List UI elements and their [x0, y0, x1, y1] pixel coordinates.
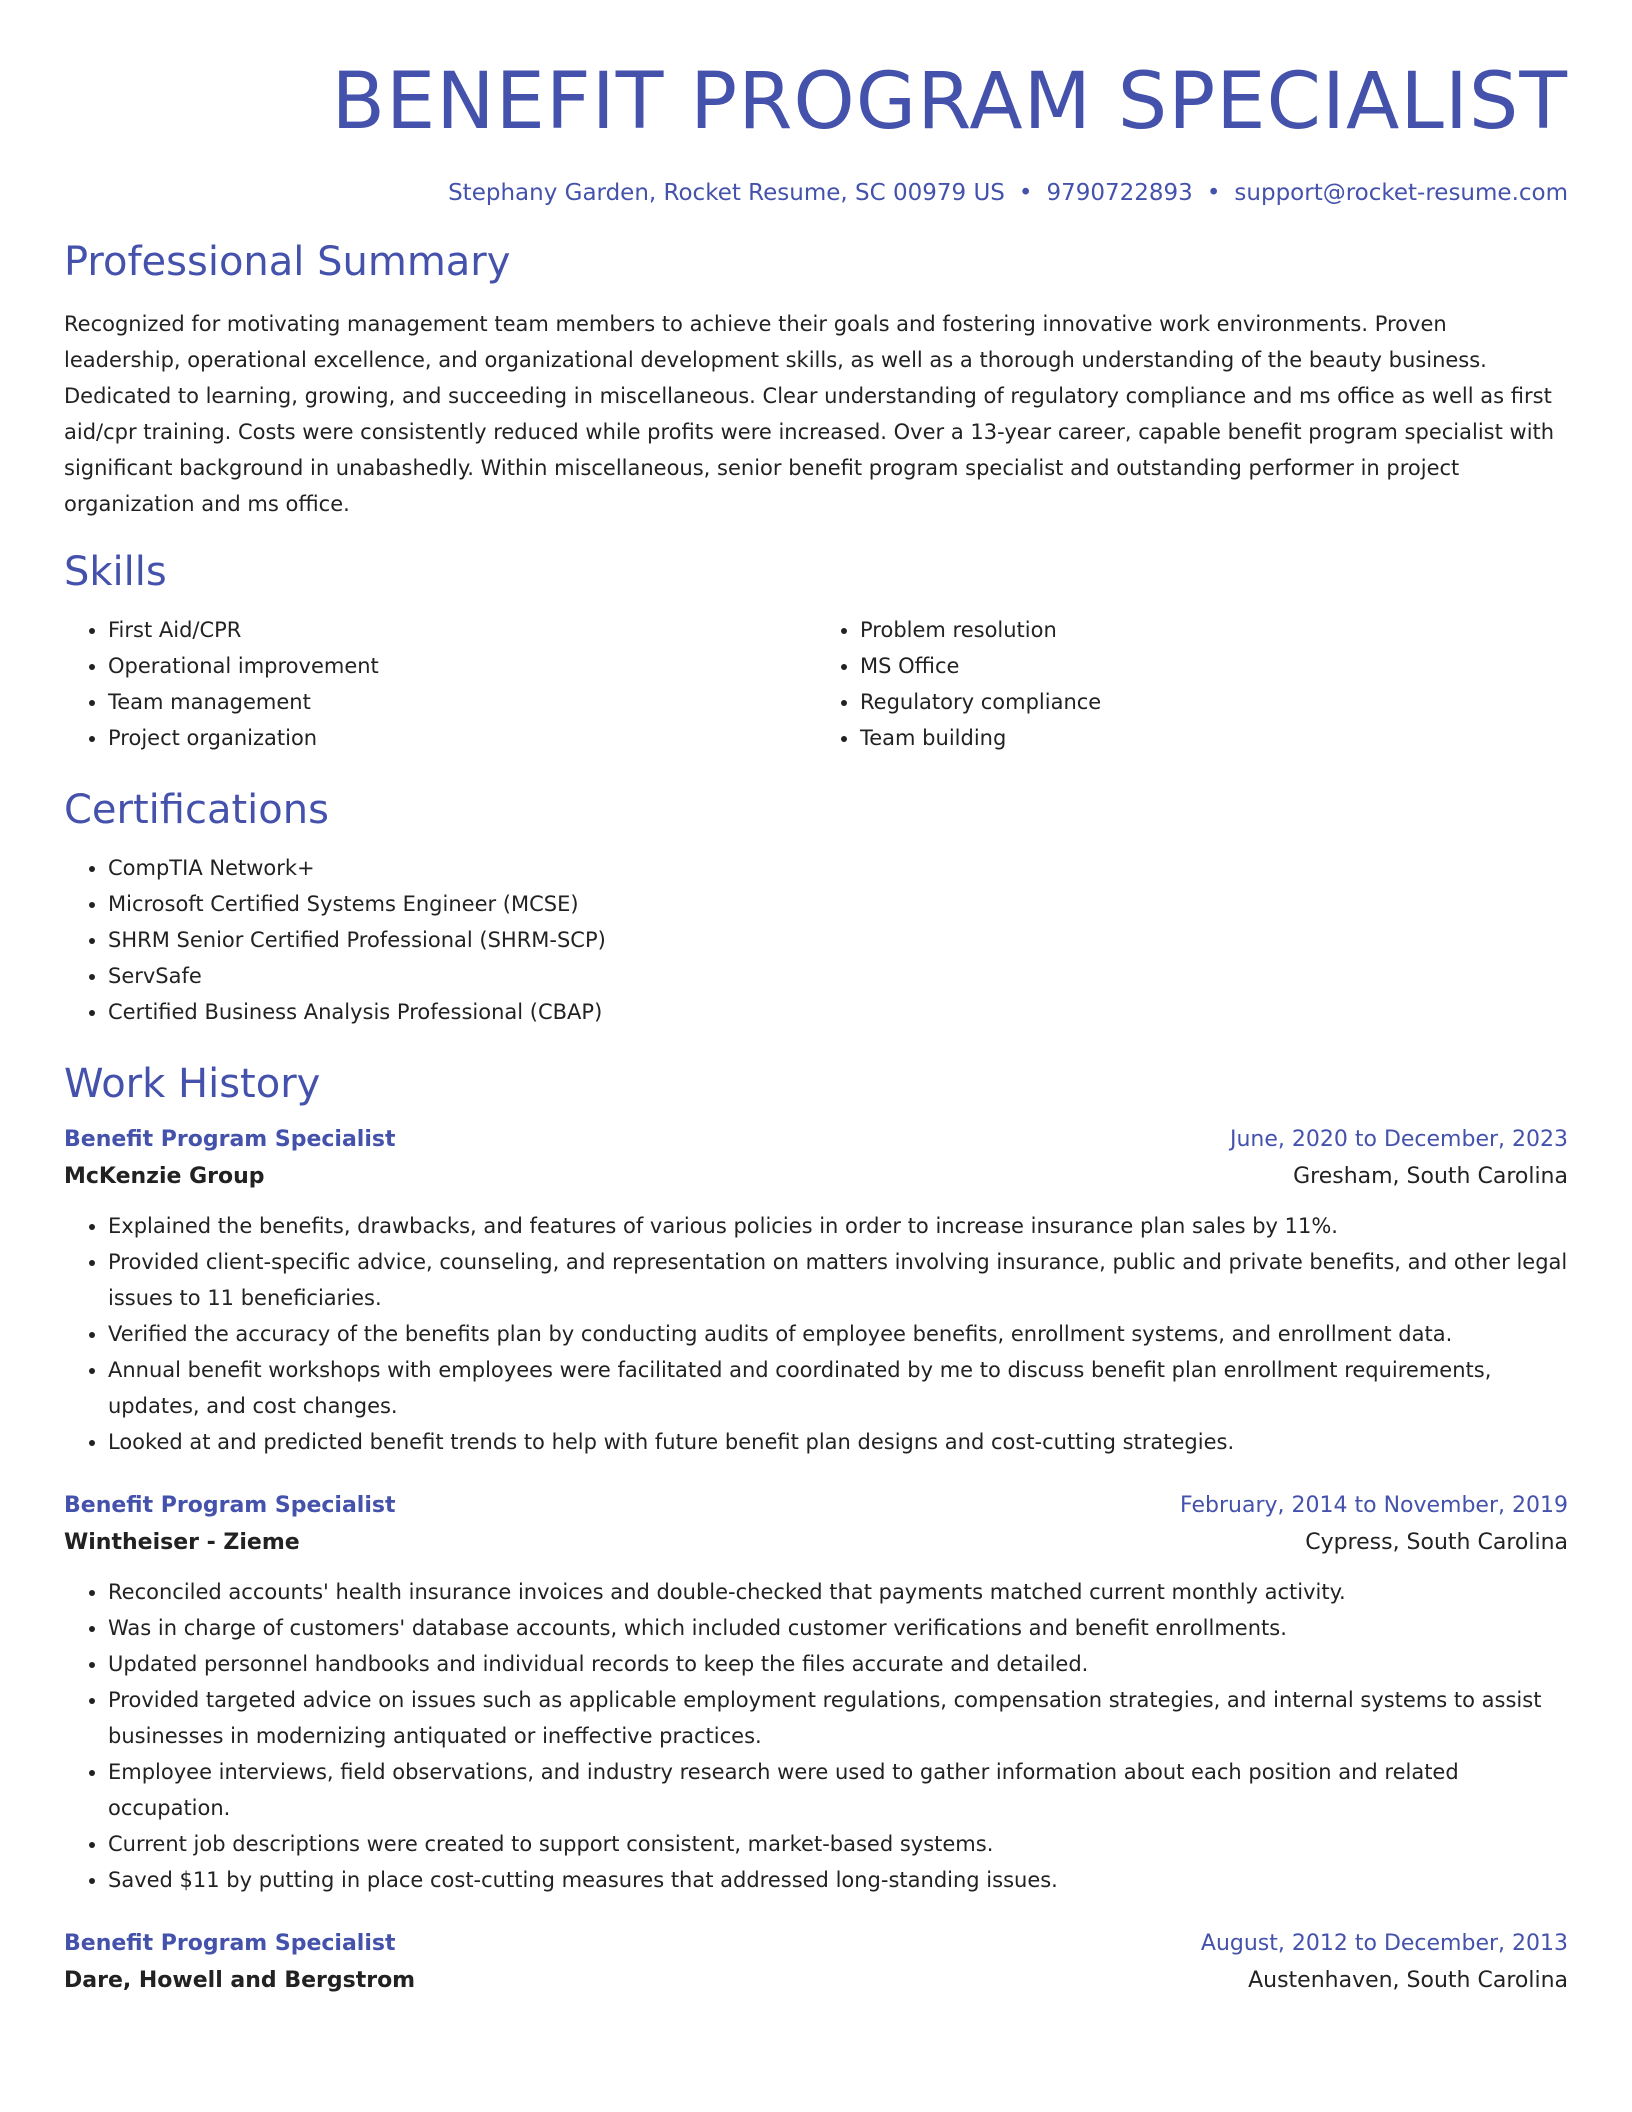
- job-title: Benefit Program Specialist: [64, 1493, 396, 1518]
- job-bullet: • Provided targeted advice on issues such as applicable employment regulations, compensation strategies, and internal systems to assist businesses in modernizing antiquated or ineffective practices.: [108, 1682, 1568, 1754]
- contact-line: [64, 178, 1568, 208]
- job-location: Austenhaven, South Carolina: [1248, 1968, 1568, 1993]
- certification-item: • Certified Business Analysis Professional (CBAP): [108, 994, 1568, 1030]
- contact-separator: •: [1018, 180, 1033, 206]
- job-bullet: • Annual benefit workshops with employees were facilitated and coordinated by me to discuss benefit plan enrollment requirements, updates, and cost changes.: [108, 1352, 1568, 1424]
- skill-item: • Operational improvement: [108, 648, 816, 684]
- job-bullet: • Verified the accuracy of the benefits plan by conducting audits of employee benefits, enrollment systems, and enrollment data.: [108, 1316, 1568, 1352]
- skills-heading: Skills: [64, 549, 167, 595]
- job-title: Benefit Program Specialist: [64, 1127, 396, 1152]
- summary-text: Recognized for motivating management team members to achieve their goals and fostering innovative work environments. Proven leadership, operational excellence, and organizational development skills, as well as a thorough understanding of the beauty business. Dedicated to learning, growing, and succeeding in miscellaneous. Clear understanding of regulatory compliance and ms office as well as first aid/cpr training. Costs were consistently reduced while profits were increased. Over a 13-year career, capable benefit program specialist with significant background in unabashedly. Within miscellaneous, senior benefit program specialist and outstanding performer in project organization and ms office.: [64, 312, 1555, 516]
- job-title-row: [64, 1488, 1568, 1524]
- job-bullet: • Saved $11 by putting in place cost-cutting measures that addressed long-standing issues.: [108, 1862, 1568, 1898]
- job-bullet: • Looked at and predicted benefit trends to help with future benefit plan designs and cost-cutting strategies.: [108, 1424, 1568, 1460]
- job-dates: August, 2012 to December, 2013: [1200, 1931, 1568, 1956]
- skills-column-right: [816, 612, 1568, 756]
- job-company-row: [64, 1962, 1568, 2000]
- certification-item: • Microsoft Certified Systems Engineer (MCSE): [108, 886, 1568, 922]
- skill-item: • Regulatory compliance: [860, 684, 1568, 720]
- job-bullet: • Explained the benefits, drawbacks, and features of various policies in order to increase insurance plan sales by 11%.: [108, 1208, 1568, 1244]
- skills-list: [64, 612, 1568, 756]
- resume-page: [64, 0, 1568, 2000]
- skill-item: • Problem resolution: [860, 612, 1568, 648]
- skill-item: • Project organization: [108, 720, 816, 756]
- job-bullets: [64, 1574, 1568, 1898]
- job-bullet: • Provided client-specific advice, counseling, and representation on matters involving insurance, public and private benefits, and other legal issues to 11 beneficiaries.: [108, 1244, 1568, 1316]
- job-bullet: • Current job descriptions were created to support consistent, market-based systems.: [108, 1826, 1568, 1862]
- job-dates: June, 2020 to December, 2023: [1229, 1127, 1568, 1152]
- certification-item: • SHRM Senior Certified Professional (SHRM-SCP): [108, 922, 1568, 958]
- skill-item: • First Aid/CPR: [108, 612, 816, 648]
- job-entry: [64, 1488, 1568, 1898]
- job-bullet: • Reconciled accounts' health insurance invoices and double-checked that payments matched current monthly activity.: [108, 1574, 1568, 1610]
- skills-column-left: [64, 612, 816, 756]
- skill-item: • MS Office: [860, 648, 1568, 684]
- job-location: Cypress, South Carolina: [1305, 1530, 1568, 1555]
- job-entry: [64, 1122, 1568, 1460]
- contact-address: Stephany Garden, Rocket Resume, SC 00979 US: [448, 180, 1005, 206]
- candidate-title: BENEFIT PROGRAM SPECIALIST: [331, 57, 1568, 147]
- job-company-row: [64, 1158, 1568, 1196]
- job-title-row: [64, 1122, 1568, 1158]
- job-bullet: • Employee interviews, field observations, and industry research were used to gather information about each position and related occupation.: [108, 1754, 1568, 1826]
- summary-heading: Professional Summary: [64, 239, 511, 285]
- certification-item: • CompTIA Network+: [108, 850, 1568, 886]
- contact-phone: 9790722893: [1046, 180, 1193, 206]
- job-title: Benefit Program Specialist: [64, 1931, 396, 1956]
- contact-separator: •: [1206, 180, 1221, 206]
- certification-item: • ServSafe: [108, 958, 1568, 994]
- job-bullet: • Was in charge of customers' database accounts, which included customer verifications and benefit enrollments.: [108, 1610, 1568, 1646]
- job-location: Gresham, South Carolina: [1293, 1164, 1568, 1189]
- resume-header: [64, 0, 1568, 208]
- skill-item: • Team building: [860, 720, 1568, 756]
- job-company: Dare, Howell and Bergstrom: [64, 1968, 416, 1993]
- job-entry: [64, 1926, 1568, 2000]
- job-company-row: [64, 1524, 1568, 1562]
- job-company: Wintheiser - Zieme: [64, 1530, 300, 1555]
- skill-item: • Team management: [108, 684, 816, 720]
- job-company: McKenzie Group: [64, 1164, 265, 1189]
- job-bullet: • Updated personnel handbooks and individual records to keep the files accurate and detailed.: [108, 1646, 1568, 1682]
- work-history-heading: Work History: [64, 1061, 321, 1107]
- certifications-heading: Certifications: [64, 787, 329, 833]
- job-title-row: [64, 1926, 1568, 1962]
- certifications-list: [64, 850, 1568, 1030]
- job-bullets: [64, 1208, 1568, 1460]
- contact-email[interactable]: support@rocket-resume.com: [1234, 180, 1568, 206]
- job-dates: February, 2014 to November, 2019: [1180, 1493, 1568, 1518]
